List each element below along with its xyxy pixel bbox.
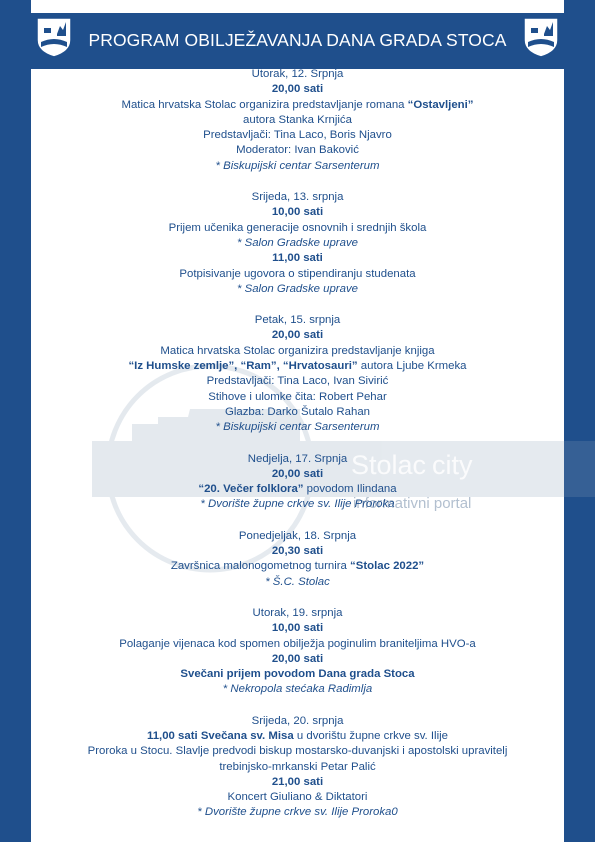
program-list	[31, 67, 564, 837]
header-bar	[0, 13, 595, 69]
event-description: “20. Večer folklora” povodom Ilindana	[198, 483, 397, 496]
mass-title: 11,00 sati Svečana sv. Misa	[147, 729, 294, 742]
event-presenters: Predstavljači: Tina Laco, Ivan Sivirić	[206, 375, 389, 388]
event-description: Matica hrvatska Stolac organizira predstavljanje romana “Ostavljeni”	[121, 98, 474, 111]
event-description: trebinjsko-mrkanski Petar Palić	[219, 760, 376, 773]
event-title: “20. Večer folklora”	[198, 483, 304, 496]
event-12-july	[31, 67, 564, 174]
event-time: 20,30 sati	[271, 545, 324, 558]
event-description: Potpisivanje ugovora o stipendiranju studenata	[179, 267, 416, 280]
event-description: Matica hrvatska Stolac organizira predstavljanje knjiga	[160, 344, 435, 357]
event-description: Završnica malonogometnog turnira “Stolac 2022”	[170, 560, 425, 573]
event-20-july	[31, 714, 564, 821]
event-date: Utorak, 19. srpnja	[252, 606, 343, 619]
event-date: Ponedjeljak, 18. Srpnja	[238, 529, 357, 542]
event-moderator: Moderator: Ivan Baković	[236, 144, 359, 157]
event-13-july	[31, 190, 564, 297]
event-presenters: Predstavljači: Tina Laco, Boris Njavro	[203, 129, 392, 142]
event-music: Glazba: Darko Šutalo Rahan	[225, 405, 370, 418]
event-description: Prijem učenika generacije osnovnih i srednjih škola	[168, 221, 427, 234]
watermark-tagline: informativni portal	[353, 495, 472, 512]
event-15-july	[31, 313, 564, 435]
event-date: Petak, 15. srpnja	[254, 314, 341, 327]
event-date: Nedjelja, 17. Srpnja	[247, 452, 348, 465]
event-location: * Š.C. Stolac	[265, 575, 330, 588]
event-description: Proroka u Stocu. Slavlje predvodi biskup mostarsko-duvanjski i apostolski upravitelj	[87, 745, 508, 758]
event-location: * Nekropola stećaka Radimlja	[222, 683, 373, 696]
event-time: 20,00 sati	[271, 467, 324, 480]
event-time: 10,00 sati	[271, 622, 324, 635]
coat-of-arms-icon	[35, 16, 73, 58]
event-author: autora Stanka Krnjića	[243, 113, 352, 126]
tournament-title: “Stolac 2022”	[350, 560, 425, 573]
book-titles: “Iz Humske zemlje”, “Ram”, “Hrvatosauri”	[128, 360, 358, 373]
coat-of-arms-icon	[522, 16, 560, 58]
event-description: 11,00 sati Svečana sv. Misa u dvorištu župne crkve sv. Ilije	[147, 729, 448, 742]
event-time: 20,00 sati	[271, 652, 324, 665]
event-location: * Biskupijski centar Sarsenterum	[215, 159, 380, 172]
event-location: * Dvorište župne crkve sv. Ilije Proroka	[200, 498, 395, 511]
event-18-july	[31, 529, 564, 590]
event-readers: Stihove i ulomke čita: Robert Pehar	[208, 390, 387, 403]
event-time: 21,00 sati	[271, 775, 324, 788]
event-books: “Iz Humske zemlje”, “Ram”, “Hrvatosauri” autora Ljube Krmeka	[128, 360, 467, 373]
event-time: 20,00 sati	[271, 329, 324, 342]
event-17-july	[31, 452, 564, 513]
event-time: 10,00 sati	[271, 206, 324, 219]
event-date: Srijeda, 13. srpnja	[251, 191, 344, 204]
event-time: 11,00 sati	[272, 252, 323, 265]
watermark-brand: Stolac city	[351, 450, 473, 480]
event-time: 20,00 sati	[271, 83, 324, 96]
event-location: * Salon Gradske uprave	[237, 282, 358, 295]
book-title: “Ostavljeni”	[407, 98, 474, 111]
event-description: Koncert Giuliano & Diktatori	[227, 791, 368, 804]
event-date: Srijeda, 20. srpnja	[251, 714, 344, 727]
event-description: Polaganje vijenaca kod spomen obilježja poginulim braniteljima HVO-a	[119, 637, 476, 650]
event-location: * Dvorište župne crkve sv. Ilije Proroka0	[197, 806, 398, 819]
page-title: PROGRAM OBILJEŽAVANJA DANA GRADA STOCA	[88, 30, 507, 50]
event-location: * Salon Gradske uprave	[237, 236, 358, 249]
event-description: Svečani prijem povodom Dana grada Stoca	[180, 668, 415, 681]
event-19-july	[31, 606, 564, 698]
event-location: * Biskupijski centar Sarsenterum	[215, 421, 380, 434]
event-date: Utorak, 12. Srpnja	[251, 68, 344, 80]
